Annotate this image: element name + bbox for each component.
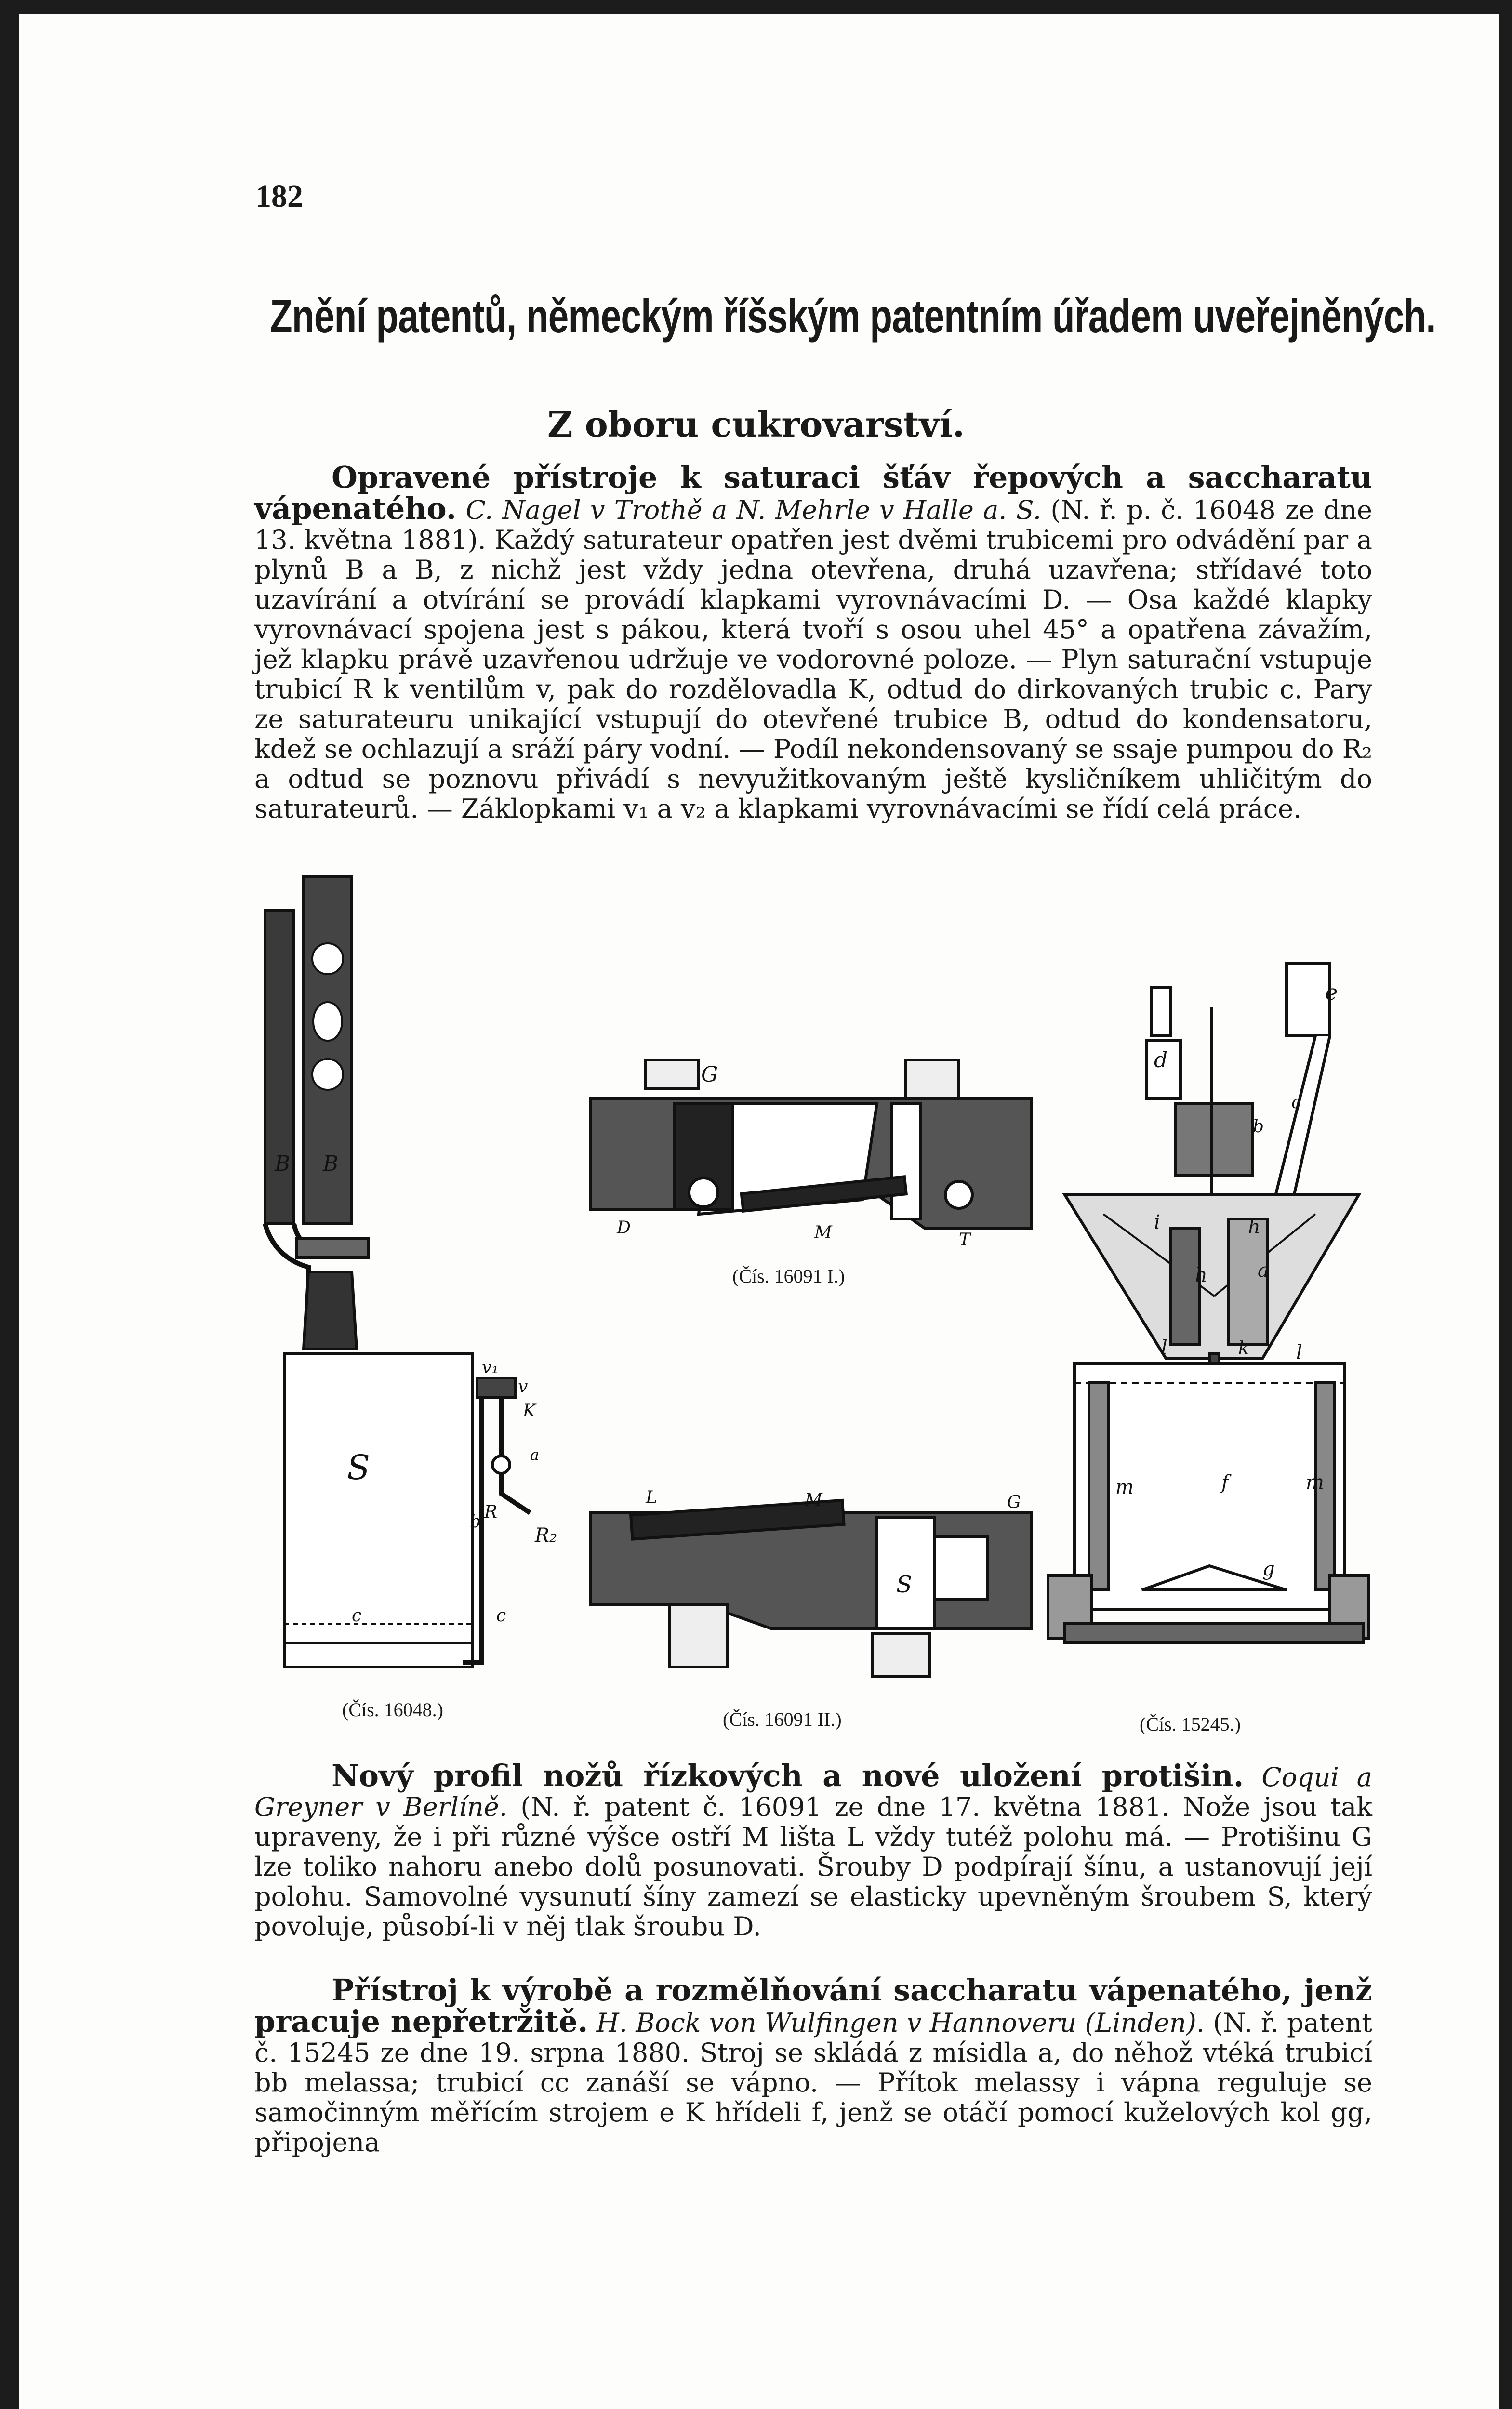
figure-16048 — [255, 872, 564, 1691]
fig2-label: G — [701, 1062, 718, 1087]
fig3-label: G — [1007, 1493, 1021, 1512]
figure-caption-15245: (Čís. 15245.) — [1140, 1713, 1241, 1735]
patent-paragraph-16048 — [254, 460, 1372, 824]
patent-authors: Coqui a Greyner v Berlíně. — [254, 1762, 1372, 1822]
patent-heading: Nový profil nožů řízkových a nové uložení protišin. — [332, 1758, 1244, 1793]
fig4-label: h — [1248, 1216, 1260, 1238]
page-title: Znění patentů, německým říšským patentním úřadem uveřejněných. — [270, 290, 1436, 343]
fig3-label: L — [646, 1489, 657, 1508]
figure-16091-2 — [588, 1489, 1036, 1696]
fig2-label: M — [814, 1223, 832, 1243]
fig1-label: v₁ — [482, 1358, 499, 1377]
patent-text: (N. ř. patent č. 16091 ze dne 17. května 1881. Nože jsou tak upraveny, že i při různé výšce ostří M lišta L vždy tutéž polohu má. — Protišinu G lze toliko nahoru anebo dolů posunovati. Šrouby D podpírají šínu, a ustanovují její polohu. Samovolné vysunutí šíny zamezí se elasticky upevněným šroubem S, který povoluje, působí-li v něj tlak šroubu D. — [254, 1792, 1372, 1942]
patent-text: (N. ř. patent č. 15245 ze dne 19. srpna 1880. Stroj se skládá z mísidla a, do něhož vtéká trubicí bb melassa; trubicí cc zanáší se vápno. — Přítok melassy i vápna reguluje se samočinným měřícím strojem e K hřídeli f, jenž se otáčí pomocí kuželových kol gg, připojena — [254, 2008, 1373, 2158]
fig4-label: f — [1221, 1471, 1229, 1494]
fig2-label: T — [959, 1230, 971, 1250]
fig4-label: k — [1238, 1338, 1249, 1358]
fig4-label: l — [1296, 1341, 1302, 1363]
patent-authors: C. Nagel v Trothě a N. Mehrle v Halle a. S. — [465, 495, 1042, 525]
figure-caption-16091-1: (Čís. 16091 I.) — [732, 1265, 845, 1287]
patent-paragraph-15245 — [254, 1972, 1373, 2158]
fig4-label: g — [1262, 1558, 1275, 1580]
fig4-label: d — [1154, 1048, 1168, 1072]
fig1-label: c — [352, 1606, 362, 1626]
fig2-label: D — [617, 1218, 631, 1238]
fig4-label: m — [1115, 1476, 1134, 1498]
fig4-label: l — [1161, 1337, 1167, 1359]
page-number: 182 — [255, 179, 303, 214]
fig1-label: v — [518, 1377, 528, 1397]
patent-heading: Přístroj k výrobě a rozmělňování saccharatu vápenatého, jenž pracuje nepřetržitě. — [254, 1972, 1372, 2039]
fig4-label: i — [1154, 1211, 1160, 1233]
figure-caption-16091-2: (Čís. 16091 II.) — [723, 1708, 842, 1730]
fig3-label: S — [896, 1571, 912, 1598]
fig1-label: K — [523, 1401, 536, 1421]
figure-16091-1 — [588, 1050, 1036, 1253]
fig4-label: c — [1291, 1093, 1301, 1112]
patent-heading: Opravené přístroje k saturaci šťáv řepových a saccharatu vápenatého. — [254, 460, 1372, 526]
fig3-label: M — [805, 1490, 822, 1510]
fig1-label: B — [275, 1152, 291, 1176]
fig1-label: S — [347, 1448, 370, 1487]
patent-authors: H. Bock von Wulfingen v Hannoveru (Linden). — [596, 2008, 1205, 2038]
fig4-label: e — [1325, 980, 1338, 1005]
fig4-label: h — [1195, 1264, 1207, 1286]
fig1-label: B — [323, 1152, 339, 1176]
fig4-label: b — [1253, 1117, 1264, 1137]
patent-paragraph-16091 — [254, 1758, 1372, 1942]
fig1-label: R — [484, 1502, 498, 1522]
fig1-label: b — [470, 1512, 481, 1532]
figure-15245 — [1046, 959, 1373, 1701]
fig1-label: a — [530, 1445, 540, 1464]
fig4-label: a — [1258, 1259, 1269, 1282]
patent-text: (N. ř. p. č. 16048 ze dne 13. května 1881). Každý saturateur opatřen jest dvěmi trubicemi pro odvádění par a plynů B a B, z nichž jest vždy jedna otevřena, druhá uzavřena; střídavé toto uzavírání a otvírání se provádí klapkami vyrovnávacími D. — Osa každé klapky vyrovnávací spojena jest s pákou, která tvoří s osou uhel 45° a opatřena závažím, jež klapku právě uzavřenou udržuje ve vodorovné poloze. — Plyn saturační vstupuje trubicí R k ventilům v, pak do rozdělovadla K, odtud do dirkovaných trubic c. Pary ze saturateuru unikající vstupují do otevřené trubice B, odtud do kondensatoru, kdež se ochlazují a sráží páry vodní. — Podíl nekondensovaný se ssaje pumpou do R₂ a odtud se poznovu přivádí s nevyužitkovaným ještě kysličníkem uhličitým do saturateurů. — Záklopkami v₁ a v₂ a klapkami vyrovnávacími se řídí celá práce. — [254, 495, 1372, 824]
fig1-label: c — [496, 1606, 506, 1626]
section-title: Z oboru cukrovarství. — [547, 404, 965, 445]
fig4-label: m — [1306, 1471, 1324, 1494]
figure-caption-16048: (Čís. 16048.) — [342, 1699, 443, 1721]
fig1-label: R₂ — [535, 1524, 557, 1547]
